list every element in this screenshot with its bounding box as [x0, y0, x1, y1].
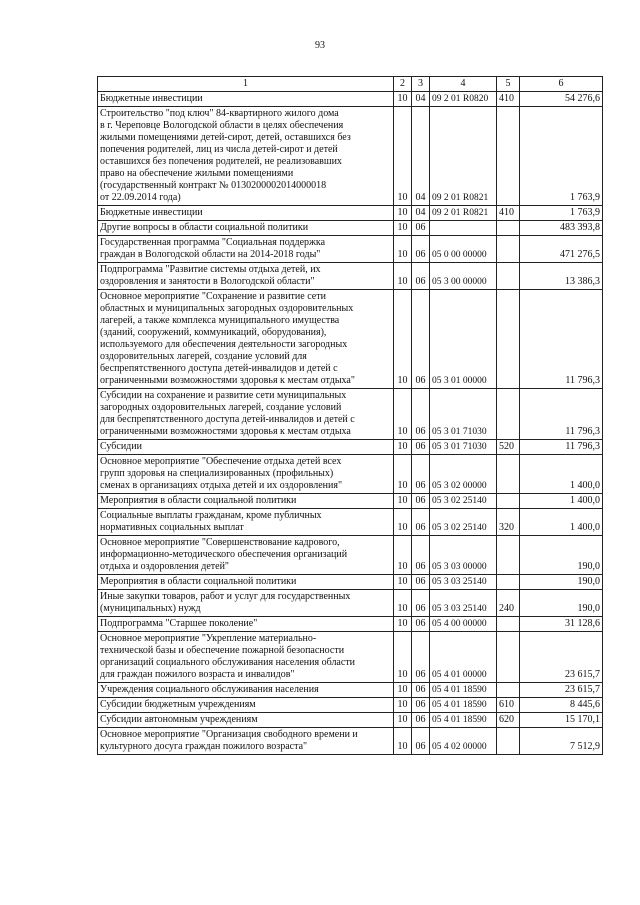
row-amount: 11 796,3 — [520, 389, 603, 440]
row-name: Основное мероприятие "Укрепление материально- технической базы и обеспечение пожарной безопасности организаций социального обслуживания населения области для граждан пожилого возраста и инвалидов" — [98, 632, 394, 683]
table-row — [98, 455, 603, 494]
header-cell-expense-type: 5 — [497, 77, 520, 92]
header-cell-amount: 6 — [520, 77, 603, 92]
row-subsection: 06 — [412, 236, 430, 263]
table-row — [98, 509, 603, 536]
row-expense-type: 320 — [497, 509, 520, 536]
row-subsection: 06 — [412, 290, 430, 389]
row-expense-type — [497, 575, 520, 590]
row-subsection: 04 — [412, 92, 430, 107]
row-subsection: 06 — [412, 683, 430, 698]
row-section: 10 — [394, 683, 412, 698]
row-name: Субсидии автономным учреждениям — [98, 713, 394, 728]
row-name: Основное мероприятие "Сохранение и развитие сети областных и муниципальных загородных оздоровительных лагерей, а также комплекса муниципального имущества (зданий, сооружений, коммуникаций, оборудования), используемого для обеспечения деятельности загородных оздоровительных лагерей, создание условий для беспрепятственного доступа детей-инвалидов и детей с ограниченными возможностями здоровья к местам отдыха" — [98, 290, 394, 389]
table-row — [98, 575, 603, 590]
row-amount: 471 276,5 — [520, 236, 603, 263]
row-target-article: 05 3 02 00000 — [430, 455, 497, 494]
budget-table — [97, 76, 603, 755]
row-section: 10 — [394, 713, 412, 728]
row-expense-type — [497, 221, 520, 236]
row-expense-type: 410 — [497, 92, 520, 107]
row-subsection: 06 — [412, 455, 430, 494]
row-target-article: 05 3 00 00000 — [430, 263, 497, 290]
row-name: Мероприятия в области социальной политики — [98, 494, 394, 509]
row-target-article: 05 3 03 25140 — [430, 590, 497, 617]
row-expense-type — [497, 290, 520, 389]
row-expense-type — [497, 536, 520, 575]
budget-table-body — [98, 77, 603, 755]
row-expense-type — [497, 728, 520, 755]
row-section: 10 — [394, 617, 412, 632]
row-expense-type — [497, 494, 520, 509]
row-target-article: 05 4 01 00000 — [430, 632, 497, 683]
row-subsection: 06 — [412, 590, 430, 617]
row-subsection: 04 — [412, 206, 430, 221]
row-section: 10 — [394, 107, 412, 206]
row-expense-type: 240 — [497, 590, 520, 617]
row-amount: 1 400,0 — [520, 455, 603, 494]
row-subsection: 06 — [412, 509, 430, 536]
header-cell-subsection: 3 — [412, 77, 430, 92]
row-subsection: 06 — [412, 536, 430, 575]
row-expense-type — [497, 617, 520, 632]
row-name: Социальные выплаты гражданам, кроме публичных нормативных социальных выплат — [98, 509, 394, 536]
row-expense-type — [497, 236, 520, 263]
row-section: 10 — [394, 92, 412, 107]
row-amount: 23 615,7 — [520, 632, 603, 683]
row-section: 10 — [394, 590, 412, 617]
row-expense-type: 610 — [497, 698, 520, 713]
row-section: 10 — [394, 632, 412, 683]
row-name: Учреждения социального обслуживания населения — [98, 683, 394, 698]
row-target-article: 09 2 01 R0821 — [430, 107, 497, 206]
table-row — [98, 440, 603, 455]
row-amount: 13 386,3 — [520, 263, 603, 290]
row-section: 10 — [394, 494, 412, 509]
row-subsection: 06 — [412, 698, 430, 713]
row-expense-type — [497, 455, 520, 494]
row-expense-type — [497, 263, 520, 290]
page-number: 93 — [315, 40, 325, 51]
table-row — [98, 590, 603, 617]
row-expense-type — [497, 632, 520, 683]
row-amount: 190,0 — [520, 575, 603, 590]
row-name: Подпрограмма "Развитие системы отдыха детей, их оздоровления и занятости в Вологодской области" — [98, 263, 394, 290]
row-name: Бюджетные инвестиции — [98, 92, 394, 107]
row-subsection: 06 — [412, 494, 430, 509]
row-subsection: 06 — [412, 617, 430, 632]
row-subsection: 06 — [412, 221, 430, 236]
row-target-article: 05 3 02 25140 — [430, 494, 497, 509]
row-amount: 1 400,0 — [520, 509, 603, 536]
table-row — [98, 221, 603, 236]
table-row — [98, 263, 603, 290]
row-subsection: 06 — [412, 263, 430, 290]
row-target-article: 05 3 01 71030 — [430, 389, 497, 440]
row-section: 10 — [394, 206, 412, 221]
row-name: Бюджетные инвестиции — [98, 206, 394, 221]
header-cell-target-article: 4 — [430, 77, 497, 92]
row-amount: 1 763,9 — [520, 206, 603, 221]
row-target-article: 05 0 00 00000 — [430, 236, 497, 263]
row-section: 10 — [394, 263, 412, 290]
row-target-article: 05 3 03 00000 — [430, 536, 497, 575]
row-section: 10 — [394, 455, 412, 494]
row-amount: 8 445,6 — [520, 698, 603, 713]
row-name: Иные закупки товаров, работ и услуг для государственных (муниципальных) нужд — [98, 590, 394, 617]
row-section: 10 — [394, 236, 412, 263]
row-subsection: 06 — [412, 389, 430, 440]
row-subsection: 06 — [412, 440, 430, 455]
row-section: 10 — [394, 221, 412, 236]
row-name: Основное мероприятие "Организация свободного времени и культурного досуга граждан пожилого возраста" — [98, 728, 394, 755]
table-row — [98, 617, 603, 632]
row-target-article — [430, 221, 497, 236]
row-section: 10 — [394, 728, 412, 755]
row-amount: 11 796,3 — [520, 440, 603, 455]
row-name: Подпрограмма "Старшее поколение" — [98, 617, 394, 632]
row-target-article: 05 4 00 00000 — [430, 617, 497, 632]
row-section: 10 — [394, 509, 412, 536]
row-section: 10 — [394, 389, 412, 440]
row-name: Мероприятия в области социальной политики — [98, 575, 394, 590]
row-amount: 15 170,1 — [520, 713, 603, 728]
row-expense-type: 520 — [497, 440, 520, 455]
row-amount: 1 400,0 — [520, 494, 603, 509]
row-target-article: 05 3 03 25140 — [430, 575, 497, 590]
row-expense-type: 410 — [497, 206, 520, 221]
row-name: Строительство "под ключ" 84-квартирного жилого дома в г. Череповце Вологодской области в целях обеспечения жилыми помещениями детей-сирот, детей, оставшихся без попечения родителей, лиц из числа детей-сирот и детей оставшихся без попечения родителей, не реализовавших право на обеспечение жилыми помещениями (государственный контракт № 0130200002014000018 от 22.09.2014 года) — [98, 107, 394, 206]
table-row — [98, 92, 603, 107]
row-target-article: 09 2 01 R0821 — [430, 206, 497, 221]
table-row — [98, 713, 603, 728]
row-target-article: 05 4 01 18590 — [430, 698, 497, 713]
row-target-article: 05 3 01 71030 — [430, 440, 497, 455]
row-section: 10 — [394, 575, 412, 590]
table-row — [98, 290, 603, 389]
row-section: 10 — [394, 536, 412, 575]
row-name: Субсидии на сохранение и развитие сети муниципальных загородных оздоровительных лагерей, создание условий для беспрепятственного доступа детей-инвалидов и детей с ограниченными возможностями здоровья к местам отдыха — [98, 389, 394, 440]
row-target-article: 09 2 01 R0820 — [430, 92, 497, 107]
row-subsection: 06 — [412, 713, 430, 728]
row-target-article: 05 3 01 00000 — [430, 290, 497, 389]
row-target-article: 05 4 01 18590 — [430, 713, 497, 728]
row-name: Субсидии — [98, 440, 394, 455]
table-row — [98, 632, 603, 683]
header-cell-name: 1 — [98, 77, 394, 92]
row-subsection: 06 — [412, 575, 430, 590]
table-row — [98, 107, 603, 206]
row-amount: 7 512,9 — [520, 728, 603, 755]
row-amount: 1 763,9 — [520, 107, 603, 206]
row-name: Другие вопросы в области социальной политики — [98, 221, 394, 236]
table-row — [98, 236, 603, 263]
row-expense-type — [497, 683, 520, 698]
row-subsection: 04 — [412, 107, 430, 206]
row-expense-type — [497, 107, 520, 206]
row-name: Основное мероприятие "Обеспечение отдыха детей всех групп здоровья на специализированных (профильных) сменах в организациях отдыха детей и их оздоровления" — [98, 455, 394, 494]
table-header-row — [98, 77, 603, 92]
row-amount: 54 276,6 — [520, 92, 603, 107]
row-section: 10 — [394, 290, 412, 389]
row-amount: 483 393,8 — [520, 221, 603, 236]
row-expense-type — [497, 389, 520, 440]
row-section: 10 — [394, 698, 412, 713]
row-section: 10 — [394, 440, 412, 455]
row-expense-type: 620 — [497, 713, 520, 728]
table-row — [98, 698, 603, 713]
row-amount: 11 796,3 — [520, 290, 603, 389]
row-amount: 23 615,7 — [520, 683, 603, 698]
row-name: Основное мероприятие "Совершенствование кадрового, информационно-методического обеспечения организаций отдыха и оздоровления детей" — [98, 536, 394, 575]
row-target-article: 05 4 02 00000 — [430, 728, 497, 755]
row-amount: 31 128,6 — [520, 617, 603, 632]
row-subsection: 06 — [412, 728, 430, 755]
row-amount: 190,0 — [520, 590, 603, 617]
row-name: Государственная программа "Социальная поддержка граждан в Вологодской области на 2014-2018 годы" — [98, 236, 394, 263]
row-subsection: 06 — [412, 632, 430, 683]
row-target-article: 05 4 01 18590 — [430, 683, 497, 698]
row-target-article: 05 3 02 25140 — [430, 509, 497, 536]
row-amount: 190,0 — [520, 536, 603, 575]
table-row — [98, 494, 603, 509]
header-cell-section: 2 — [394, 77, 412, 92]
row-name: Субсидии бюджетным учреждениям — [98, 698, 394, 713]
table-row — [98, 389, 603, 440]
table-row — [98, 683, 603, 698]
table-row — [98, 206, 603, 221]
table-row — [98, 728, 603, 755]
table-row — [98, 536, 603, 575]
